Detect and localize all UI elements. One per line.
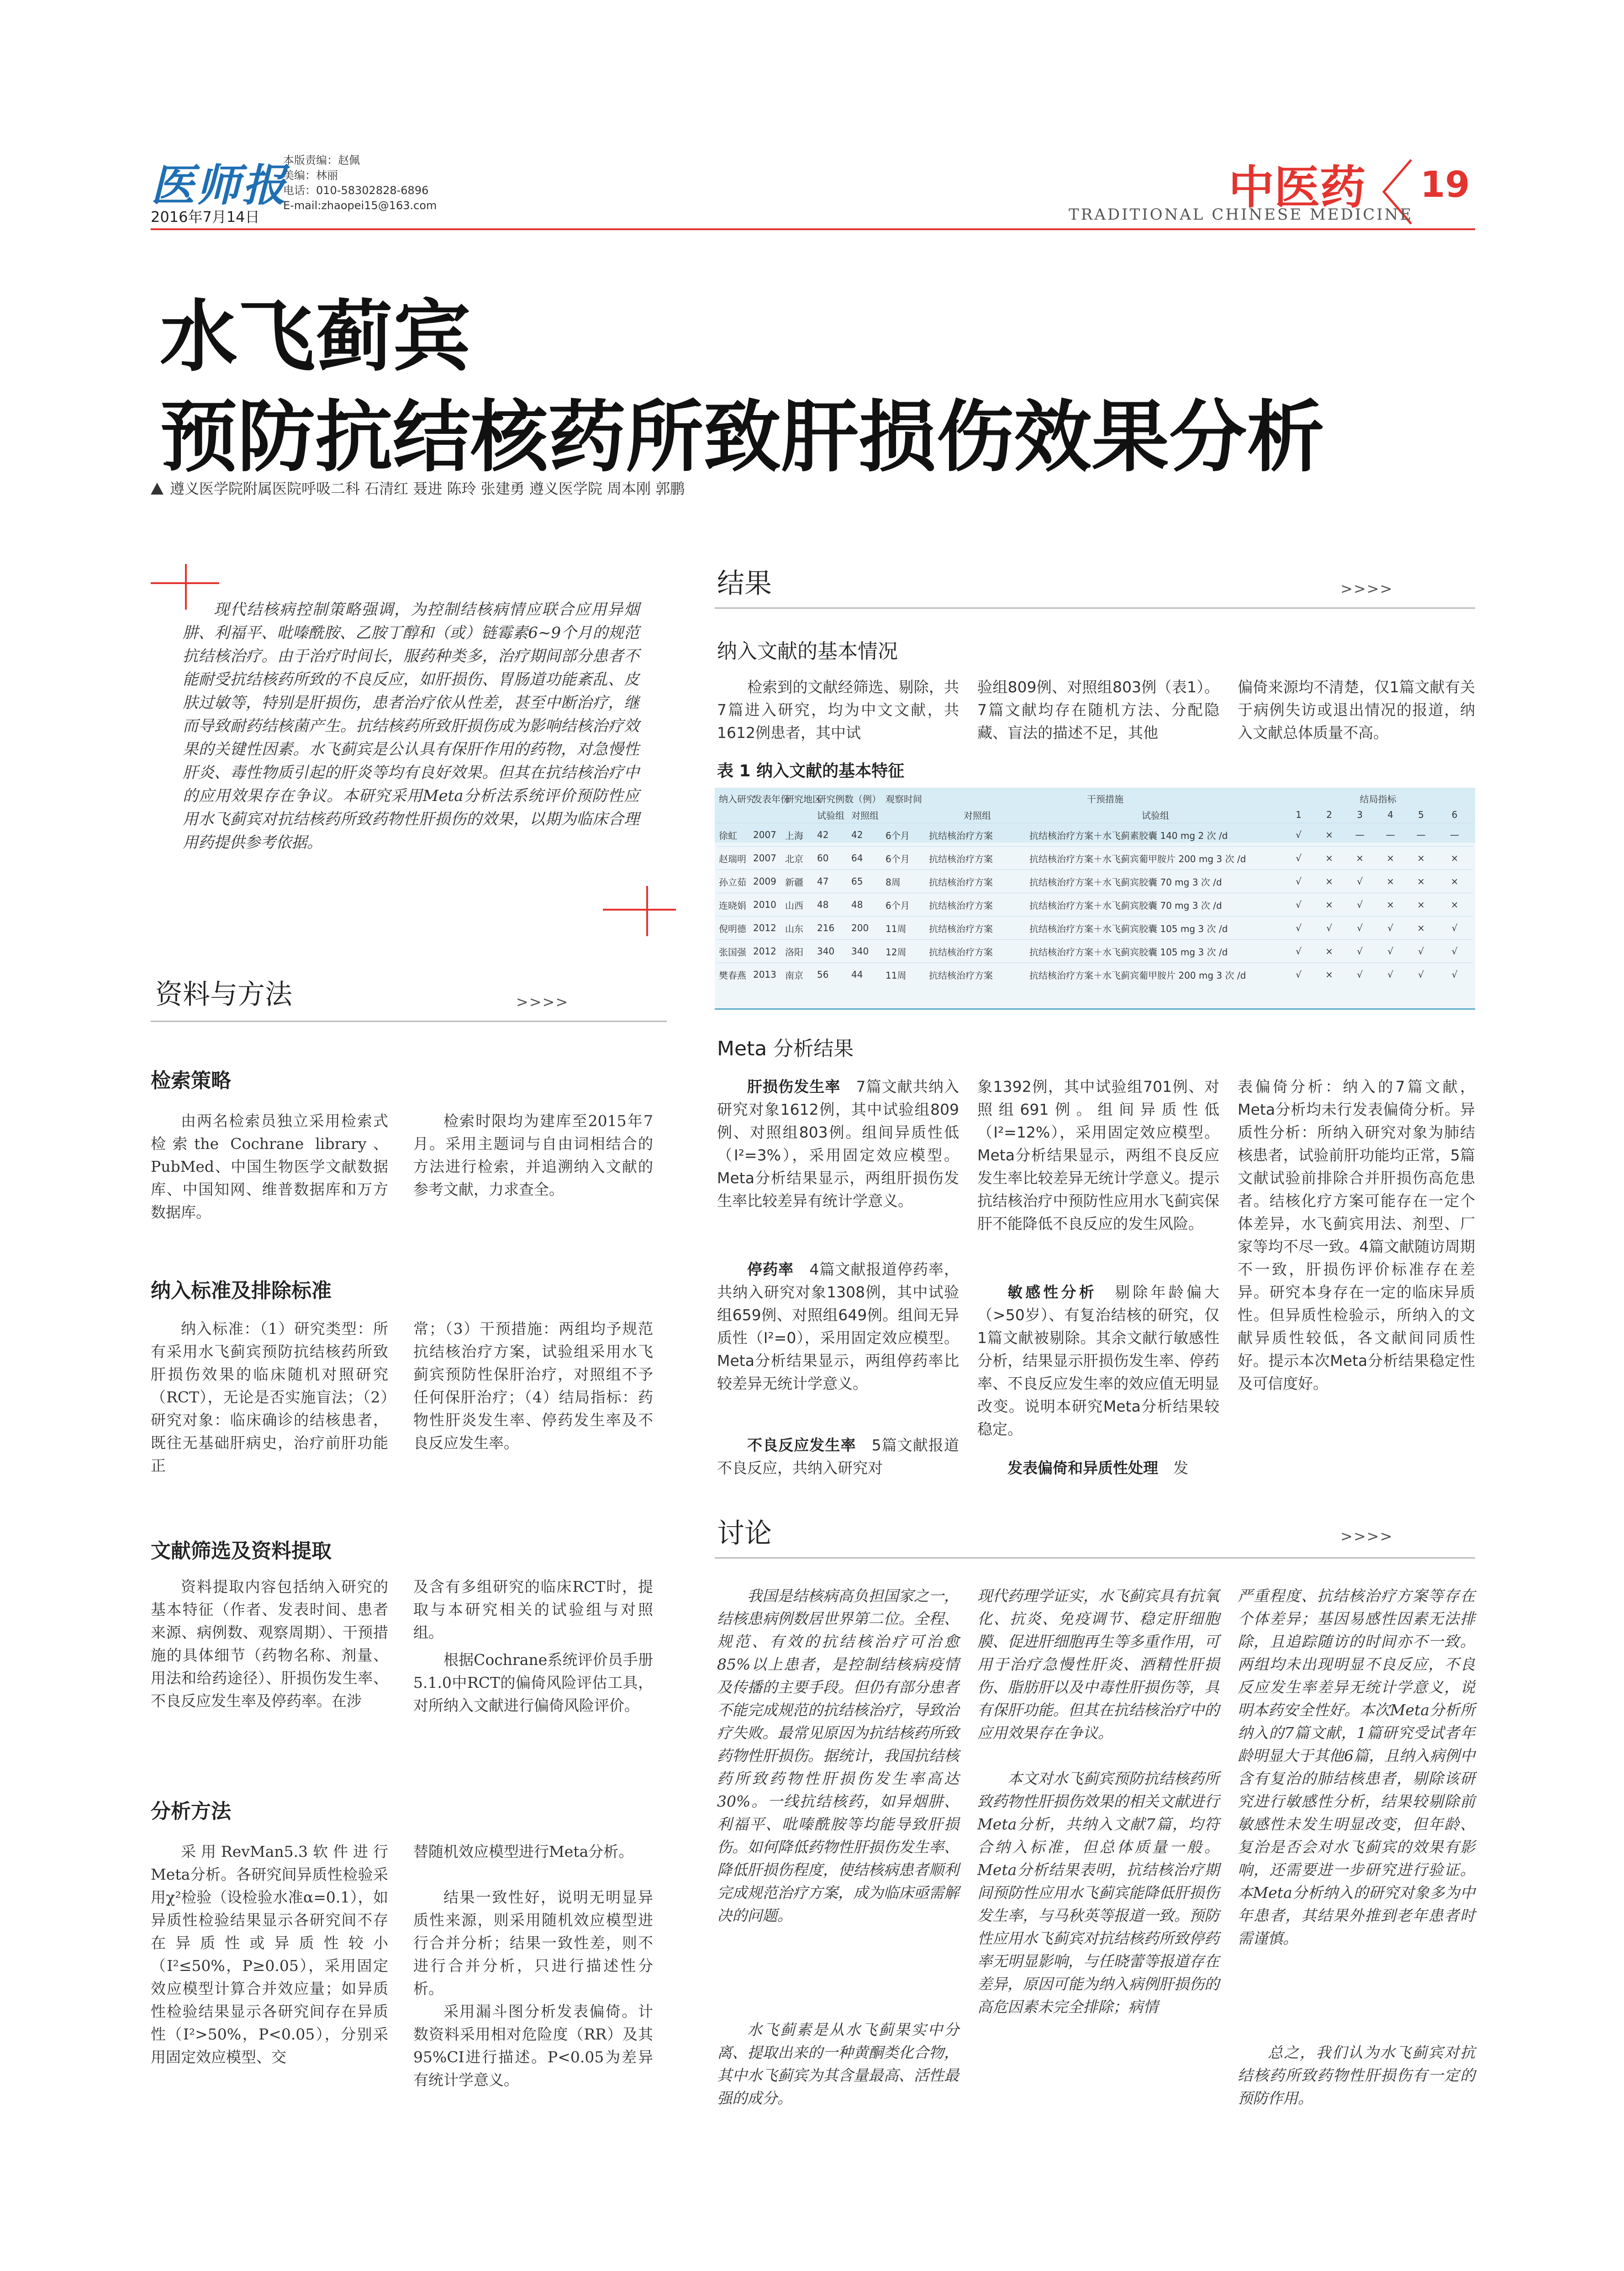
discussion-text-col2: 现代药理学证实，水飞蓟宾具有抗氧化、抗炎、免疫调节、稳定肝细胞膜、促进肝细胞再生等多重作用，可用于治疗急慢性肝炎、酒精性肝损伤、脂肪肝以及中毒性肝损伤等，具有保肝功能。但其在抗结核治疗中的应用效果存在争议。 <box>977 1587 1219 1742</box>
masthead-logo: 医师报 <box>151 159 288 211</box>
table-cell: 44 <box>849 963 884 986</box>
section-heading-methods: 资料与方法 <box>155 979 292 1011</box>
editor-line: 电话：010-58302828-6896 <box>283 184 429 197</box>
section-arrows: >>>> <box>516 993 569 1011</box>
subheading-basic: 纳入文献的基本情况 <box>717 640 898 663</box>
table-cell: 65 <box>849 870 884 893</box>
outcome-mark: √ <box>1406 963 1436 986</box>
outcome-mark: × <box>1406 893 1436 917</box>
section-rule <box>715 607 1475 609</box>
outcome-mark: × <box>1436 893 1473 917</box>
column-header: 纳入研究 <box>719 793 755 805</box>
outcome-mark: √ <box>1436 963 1473 986</box>
table-caption: 表 1 纳入文献的基本特征 <box>717 762 905 780</box>
table-cell: 北京 <box>783 847 815 870</box>
analysis-text-col2a: 替随机效应模型进行Meta分析。 <box>413 1843 634 1860</box>
table-cell: 徐虹 <box>717 823 751 847</box>
outcome-mark: √ <box>1283 893 1314 917</box>
article-title-line1: 水飞蓟宾 <box>160 292 471 382</box>
table-cell: 抗结核治疗方案＋水飞蓟素胶囊 140 mg 2 次 /d <box>1028 823 1283 847</box>
table-cell: 抗结核治疗方案 <box>927 870 1028 893</box>
section-heading-results: 结果 <box>717 568 772 600</box>
subheading-search: 检索策略 <box>151 1069 231 1092</box>
table-cell: 赵瑞明 <box>717 847 751 870</box>
screening-text-col2b: 根据Cochrane系统评价员手册5.1.0中RCT的偏倚风险评估工具，对所纳入文献进行偏倚风险评价。 <box>413 1651 653 1714</box>
table-cell: 2013 <box>751 963 783 986</box>
meta-text-col1 <box>717 1075 959 1212</box>
basic-text-col1: 检索到的文献经筛选、剔除，共7篇进入研究，均为中文文献，共1612例患者，其中试 <box>717 678 959 742</box>
column-subheader: 6 <box>1451 809 1458 820</box>
discussion-text-col1b: 水飞蓟素是从水飞蓟果实中分离、提取出来的一种黄酮类化合物，其中水飞蓟宾为其含量最高、活性最强的成分。 <box>717 2021 959 2107</box>
table-cell: 山东 <box>783 917 815 940</box>
outcome-mark: √ <box>1283 847 1314 870</box>
table-cell: 2010 <box>751 893 783 917</box>
table-cell: 张国强 <box>717 940 751 963</box>
editor-line: 美编：林丽 <box>283 169 338 182</box>
column-header: 研究地区 <box>785 793 822 805</box>
criteria-text-col1: 纳入标准：（1）研究类型：所有采用水飞蓟宾预防抗结核药所致肝损伤效果的临床随机对照研究（RCT），无论是否实施盲法；（2）研究对象：临床确诊的结核患者，既往无基础肝病史，治疗前肝功能正 <box>151 1320 388 1475</box>
search-text-col2: 检索时限均为建库至2015年7月。采用主题词与自由词相结合的方法进行检索，并追溯纳入文献的参考文献，力求查全。 <box>413 1112 653 1198</box>
discussion-text-col2b: 本文对水飞蓟宾预防抗结核药所致药物性肝损伤效果的相关文献进行Meta分析，共纳入文献7篇，均符合纳入标准，但总体质量一般。Meta分析结果表明，抗结核治疗期间预防性应用水飞蓟宾能降低肝损伤发生率，与马秋英等报道一致。预防性应用水飞蓟宾对抗结核药所致停药率无明显影响，与任晓蕾等报道存在差异，原因可能为纳入病例肝损伤的高危因素未完全排除；病情 <box>977 1770 1219 2016</box>
outcome-mark: × <box>1314 823 1345 847</box>
section-arrows: >>>> <box>1340 1528 1393 1545</box>
search-text-col1: 由两名检索员独立采用检索式检索the Cochrane library、PubMed、中国生物医学文献数据库、中国知网、维普数据库和万方数据库。 <box>151 1112 388 1221</box>
column-subheader: 试验组 <box>1142 810 1169 821</box>
outcome-mark: × <box>1436 847 1473 870</box>
discussion-text-col3: 严重程度、抗结核治疗方案等存在个体差异；基因易感性因素无法排除，且追踪随访的时间亦不一致。两组均未出现明显不良反应，不良反应发生率差异无统计学意义，说明本药安全性好。本次Meta分析所纳入的7篇文献，1篇研究受试者年龄明显大于其他6篇，且纳入病例中含有复治的肺结核患者，剔除该研究进行敏感性分析，结果较剔除前敏感性未发生明显改变，但年龄、复治是否会对水飞蓟宾的效果有影响，还需要进一步研究进行验证。本Meta分析纳入的研究对象多为中年患者，其结果外推到老年患者时需谨慎。 <box>1238 1587 1475 1947</box>
meta-paragraph: 4篇文献报道停药率，共纳入研究对象1308例，其中试验组659例、对照组649例。组间无异质性（I²=0），采用固定效应模型。Meta分析结果显示，两组停药率比较差异无统计学意义。 <box>717 1260 960 1392</box>
table-cell: 抗结核治疗方案＋水飞蓟宾胶囊 105 mg 3 次 /d <box>1028 917 1283 940</box>
outcome-mark: √ <box>1283 917 1314 940</box>
table-cell: 42 <box>815 823 849 847</box>
table-row <box>717 823 1473 847</box>
table-cell: 抗结核治疗方案＋水飞蓟宾胶囊 70 mg 3 次 /d <box>1028 870 1283 893</box>
table-row <box>717 847 1473 870</box>
editor-info <box>283 153 437 213</box>
table-cell: 抗结核治疗方案 <box>927 893 1028 917</box>
meta-paragraph: 发 <box>1173 1459 1188 1477</box>
screening-text-col1: 资料提取内容包括纳入研究的基本特征（作者、发表时间、患者来源、病例数、观察周期）、干预措施的具体细节（药物名称、剂量、用法和给药途径）、肝损伤发生率、不良反应发生率及停药率。在涉 <box>151 1578 388 1710</box>
meta-paragraph: 剔除年龄偏大（>50岁）、有复治结核的研究，仅1篇文献被剔除。其余文献行敏感性分析，结果显示肝损伤发生率、停药率、不良反应发生率的效应值无明显改变。说明本研究Meta分析结果较稳定。 <box>977 1283 1220 1438</box>
header-rule <box>151 228 1475 230</box>
lead-term: 停药率 <box>747 1260 794 1278</box>
table-cell: 抗结核治疗方案 <box>927 917 1028 940</box>
basic-text-col2: 验组809例、对照组803例（表1）。7篇文献均存在随机方法、分配隐藏、盲法的描述不足，其他 <box>977 678 1219 742</box>
table-cell: 12周 <box>884 940 927 963</box>
table-cell: 抗结核治疗方案 <box>927 823 1028 847</box>
outcome-mark: √ <box>1345 917 1375 940</box>
outcome-mark: √ <box>1375 963 1406 986</box>
meta-text-col2c <box>977 1457 1219 1480</box>
table-row <box>717 870 1473 893</box>
table-cell: 340 <box>849 940 884 963</box>
table-cell: 6个月 <box>884 893 927 917</box>
column-group-header: 干预措施 <box>1087 793 1123 805</box>
meta-paragraph: 5篇文献报道不良反应，共纳入研究对 <box>717 1436 960 1477</box>
table-cell: 新疆 <box>783 870 815 893</box>
outcome-mark: — <box>1375 823 1406 847</box>
section-rule <box>715 1557 1475 1559</box>
outcome-mark: √ <box>1345 963 1375 986</box>
outcome-mark: — <box>1345 823 1375 847</box>
outcome-mark: — <box>1436 823 1473 847</box>
table-row <box>717 917 1473 940</box>
discussion-text-col1: 我国是结核病高负担国家之一，结核患病例数居世界第二位。全程、规范、有效的抗结核治疗可治愈85%以上患者，是控制结核病疫情及传播的主要手段。但仍有部分患者不能完成规范的抗结核治疗，导致治疗失败。最常见原因为抗结核药所致药物性肝损伤。据统计，我国抗结核药所致药物性肝损伤发生率高达30%。一线抗结核药，如异烟肼、利福平、吡嗪酰胺等均能导致肝损伤。如何降低药物性肝损伤发生率、降低肝损伤程度，使结核病患者顺利完成规范治疗方案，成为临床亟需解决的问题。 <box>717 1587 959 1924</box>
page-number: 19 <box>1420 164 1470 205</box>
column-header: 发表年份 <box>753 793 790 805</box>
outcome-mark: × <box>1345 847 1375 870</box>
table-cell: 2007 <box>751 847 783 870</box>
outcome-mark: — <box>1406 823 1436 847</box>
meta-text-col1c <box>717 1434 959 1480</box>
table-row <box>717 893 1473 917</box>
basic-text-col3: 偏倚来源均不清楚，仅1篇文献有关于病例失访或退出情况的报道，纳入文献总体质量不高。 <box>1238 678 1475 742</box>
outcome-mark: √ <box>1375 917 1406 940</box>
analysis-text-col2b: 结果一致性好，说明无明显异质性来源，则采用随机效应模型进行合并分析；结果一致性差，则不进行合并分析，只进行描述性分析。 <box>413 1888 653 1997</box>
table-cell: 200 <box>849 917 884 940</box>
column-subheader: 1 <box>1296 809 1302 820</box>
section-title: 中医药 <box>1229 161 1366 214</box>
subheading-analysis: 分析方法 <box>151 1800 231 1823</box>
lead-term: 发表偏倚和异质性处理 <box>1007 1459 1158 1477</box>
table-cell: 抗结核治疗方案＋水飞蓟宾葡甲胺片 200 mg 3 次 /d <box>1028 963 1283 986</box>
table-cell: 连晓娟 <box>717 893 751 917</box>
analysis-text-col2c: 采用漏斗图分析发表偏倚。计数资料采用相对危险度（RR）及其95%CI进行描述。P<0.05为差异有统计学意义。 <box>413 2002 653 2089</box>
outcome-mark: √ <box>1345 940 1375 963</box>
table-cell: 64 <box>849 847 884 870</box>
table-cell: 56 <box>815 963 849 986</box>
table-cell: 6个月 <box>884 847 927 870</box>
outcome-mark: √ <box>1283 940 1314 963</box>
byline-text: 遵义医学院附属医院呼吸二科 石清红 聂进 陈玲 张建勇 遵义医学院 周本刚 郭鹏 <box>170 480 685 497</box>
table-header-row <box>717 790 1473 806</box>
table-cell: 340 <box>815 940 849 963</box>
outcome-mark: √ <box>1436 917 1473 940</box>
outcome-mark: × <box>1375 870 1406 893</box>
section-subtitle: TRADITIONAL CHINESE MEDICINE <box>1069 205 1413 224</box>
table-cell: 48 <box>849 893 884 917</box>
screening-text-col2a: 及含有多组研究的临床RCT时，提取与本研究相关的试验组与对照组。 <box>413 1578 653 1641</box>
column-subheader: 3 <box>1357 809 1363 820</box>
outcome-mark: × <box>1375 893 1406 917</box>
table-subheader-row <box>717 806 1473 823</box>
table-cell: 洛阳 <box>783 940 815 963</box>
section-arrows: >>>> <box>1340 580 1393 597</box>
table-cell: 48 <box>815 893 849 917</box>
subheading-criteria: 纳入标准及排除标准 <box>151 1279 332 1302</box>
outcome-mark: √ <box>1436 940 1473 963</box>
outcome-mark: √ <box>1314 917 1345 940</box>
subheading-meta: Meta 分析结果 <box>717 1037 854 1060</box>
outcome-mark: × <box>1406 870 1436 893</box>
table-cell: 抗结核治疗方案＋水飞蓟宾胶囊 105 mg 3 次 /d <box>1028 940 1283 963</box>
table-cell: 60 <box>815 847 849 870</box>
column-group-header: 结局指标 <box>1360 793 1397 805</box>
outcome-mark: × <box>1314 893 1345 917</box>
table-cell: 抗结核治疗方案 <box>927 940 1028 963</box>
crop-mark <box>646 886 648 936</box>
table-cell: 上海 <box>783 823 815 847</box>
column-subheader: 4 <box>1387 809 1393 820</box>
table-cell: 樊春燕 <box>717 963 751 986</box>
table-cell: 2007 <box>751 823 783 847</box>
outcome-mark: × <box>1375 847 1406 870</box>
outcome-mark: √ <box>1283 870 1314 893</box>
editor-line: E-mail:zhaopei15@163.com <box>283 199 437 212</box>
table-cell: 南京 <box>783 963 815 986</box>
table-cell: 11周 <box>884 963 927 986</box>
table-cell: 2009 <box>751 870 783 893</box>
lead-term: 不良反应发生率 <box>747 1436 856 1454</box>
byline <box>151 477 685 498</box>
criteria-text-col2: 常；（3）干预措施：两组均予规范抗结核治疗方案，试验组采用水飞蓟宾预防性保肝治疗，对照组不予任何保肝治疗；（4）结局指标：药物性肝炎发生率、停药发生率及不良反应发生率。 <box>413 1320 653 1452</box>
column-header: 研究例数（例） <box>817 793 881 805</box>
outcome-mark: × <box>1314 940 1345 963</box>
table-cell: 抗结核治疗方案 <box>927 847 1028 870</box>
outcome-mark: √ <box>1406 940 1436 963</box>
table-cell: 6个月 <box>884 823 927 847</box>
column-subheader: 5 <box>1418 809 1424 820</box>
meta-paragraph: 7篇文献共纳入研究对象1612例，其中试验组809例、对照组803例。组间异质性低（I²=3%），采用固定效应模型。Meta分析结果显示，两组肝损伤发生率比较差异有统计学意义。 <box>717 1078 960 1210</box>
section-heading-discussion: 讨论 <box>717 1518 772 1549</box>
lead-term: 敏感性分析 <box>1007 1283 1097 1301</box>
subheading-screening: 文献筛选及资料提取 <box>151 1539 332 1563</box>
table-cell: 倪明德 <box>717 917 751 940</box>
table-cell: 11周 <box>884 917 927 940</box>
table-cell: 山西 <box>783 893 815 917</box>
outcome-mark: × <box>1406 847 1436 870</box>
outcome-mark: √ <box>1345 893 1375 917</box>
table-cell: 42 <box>849 823 884 847</box>
table-cell: 2012 <box>751 940 783 963</box>
outcome-mark: × <box>1436 870 1473 893</box>
table-cell: 抗结核治疗方案＋水飞蓟宾葡甲胺片 200 mg 3 次 /d <box>1028 847 1283 870</box>
triangle-icon <box>151 483 163 495</box>
table-cell: 216 <box>815 917 849 940</box>
abstract: 现代结核病控制策略强调，为控制结核病情应联合应用异烟肼、利福平、吡嗪酰胺、乙胺丁醇和（或）链霉素6~9个月的规范抗结核治疗。由于治疗时间长，服药种类多，治疗期间部分患者不能耐受抗结核药所致的不良反应，如肝损伤、胃肠道功能紊乱、皮肤过敏等，特别是肝损伤，患者治疗依从性差，甚至中断治疗，继而导致耐药结核菌产生。抗结核药所致肝损伤成为影响结核治疗效果的关键性因素。水飞蓟宾是公认具有保肝作用的药物，对急慢性肝炎、毒性物质引起的肝炎等均有良好效果。但其在抗结核治疗中的应用效果存在争议。本研究采用Meta分析法系统评价预防性应用水飞蓟宾对抗结核药所致药物性肝损伤的效果，以期为临床合理用药提供参考依据。 <box>183 601 639 852</box>
table-row <box>717 963 1473 986</box>
outcome-mark: √ <box>1375 940 1406 963</box>
table-cell: 2012 <box>751 917 783 940</box>
outcome-mark: × <box>1314 847 1345 870</box>
column-subheader: 对照组 <box>964 810 991 821</box>
meta-text-col2b <box>977 1281 1219 1441</box>
table-cell: 抗结核治疗方案＋水飞蓟宾胶囊 70 mg 3 次 /d <box>1028 893 1283 917</box>
column-subheader: 试验组 <box>817 810 844 821</box>
section-rule <box>151 1021 667 1022</box>
outcome-mark: √ <box>1345 870 1375 893</box>
outcome-mark: × <box>1314 870 1345 893</box>
table-cell: 抗结核治疗方案 <box>927 963 1028 986</box>
outcome-mark: × <box>1406 917 1436 940</box>
outcome-mark: × <box>1314 963 1345 986</box>
analysis-text-col1: 采用RevMan5.3软件进行Meta分析。各研究间异质性检验采用χ²检验（设检验水准α=0.1），如异质性检验结果显示各研究间不存在异质性或异质性较小（I²≤50%，P≥0.05），采用固定效应模型计算合并效应量；如异质性检验结果显示各研究间存在异质性（I²>50%，P<0.05），分别采用固定效应模型、交 <box>151 1843 388 2066</box>
discussion-text-col3b: 总之，我们认为水飞蓟宾对抗结核药所致药物性肝损伤有一定的预防作用。 <box>1238 2044 1475 2107</box>
column-subheader: 对照组 <box>851 810 879 821</box>
table-cell: 8周 <box>884 870 927 893</box>
table-cell: 47 <box>815 870 849 893</box>
table-cell: 孙立茹 <box>717 870 751 893</box>
meta-text-col2: 象1392例，其中试验组701例、对照组691例。组间异质性低（I²=12%），采用固定效应模型。Meta分析结果显示，两组不良反应发生率比较差异无统计学意义。提示抗结核治疗中预防性应用水飞蓟宾保肝不能降低不良反应的发生风险。 <box>977 1078 1219 1233</box>
editor-line: 本版责编：赵佩 <box>283 154 360 167</box>
publication-date: 2016年7月14日 <box>151 208 260 226</box>
outcome-mark: √ <box>1283 963 1314 986</box>
column-subheader: 2 <box>1326 809 1332 820</box>
outcome-mark: √ <box>1283 823 1314 847</box>
crop-mark <box>603 909 676 911</box>
literature-table <box>717 790 1473 986</box>
article-title-line2: 预防抗结核药所致肝损伤效果分析 <box>160 392 1325 483</box>
column-header: 观察时间 <box>886 793 922 805</box>
lead-term: 肝损伤发生率 <box>747 1078 841 1096</box>
meta-text-col3: 表偏倚分析：纳入的7篇文献，Meta分析均未行发表偏倚分析。异质性分析：所纳入研究对象为肺结核患者，试验前肝功能均正常，5篇文献试验前排除合并肝损伤高危患者。结核化疗方案可能存在一定个体差异，水飞蓟宾用法、剂型、厂家等均不尽一致。4篇文献随访周期不一致，肝损伤评价标准存在差异。研究本身存在一定的临床异质性。但异质性检验示，所纳入的文献异质性较低，各文献间同质性好。提示本次Meta分析结果稳定性及可信度好。 <box>1238 1078 1475 1392</box>
table-row <box>717 940 1473 963</box>
meta-text-col1b <box>717 1258 959 1395</box>
